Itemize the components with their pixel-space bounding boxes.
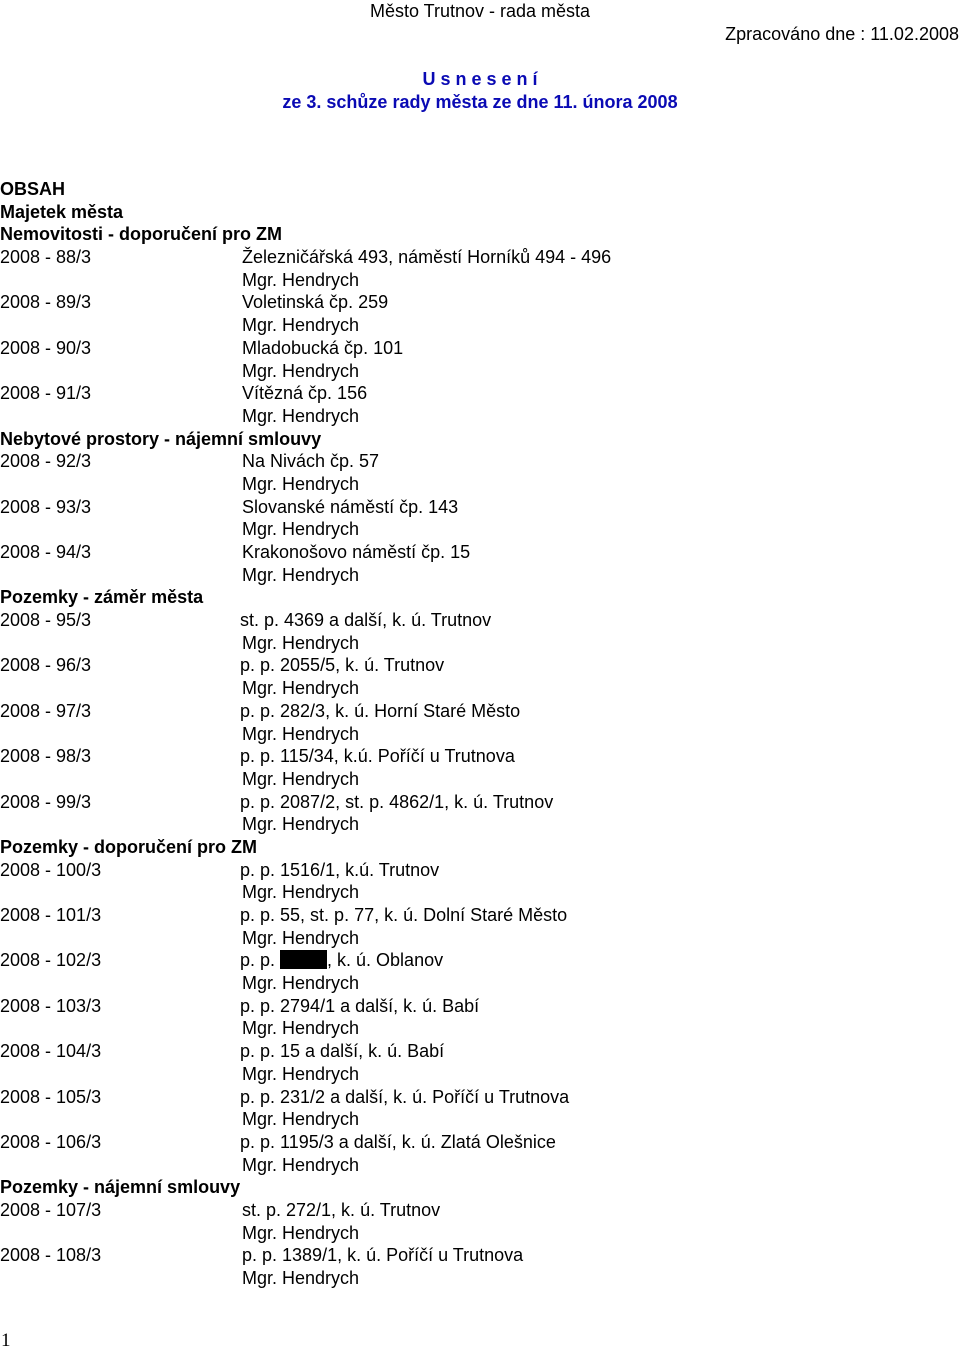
toc-responsible-person bbox=[0, 1267, 960, 1290]
resolution-number: 2008 - 95/3 bbox=[0, 610, 92, 631]
resolution-subject: p. p. 1516/1, k.ú. Trutnov bbox=[240, 859, 440, 880]
responsible-person-name: Mgr. Hendrych bbox=[242, 678, 360, 699]
toc-responsible-person bbox=[0, 473, 960, 496]
toc-item bbox=[0, 1244, 960, 1267]
resolution-number: 2008 - 103/3 bbox=[0, 995, 102, 1016]
toc-responsible-person bbox=[0, 314, 960, 337]
toc-item bbox=[0, 1040, 960, 1063]
resolution-subject bbox=[240, 949, 443, 972]
responsible-person-name: Mgr. Hendrych bbox=[242, 473, 360, 494]
toc-item bbox=[0, 382, 960, 405]
toc-item bbox=[0, 995, 960, 1018]
resolution-number: 2008 - 97/3 bbox=[0, 700, 92, 721]
resolution-number: 2008 - 88/3 bbox=[0, 247, 92, 268]
toc-item bbox=[0, 654, 960, 677]
resolution-subject: p. p. 115/34, k.ú. Poříčí u Trutnova bbox=[240, 746, 515, 767]
toc-responsible-person bbox=[0, 405, 960, 428]
resolution-subject: Voletinská čp. 259 bbox=[242, 292, 389, 313]
resolution-number: 2008 - 100/3 bbox=[0, 859, 102, 880]
resolution-number: 2008 - 89/3 bbox=[0, 292, 92, 313]
toc-section-heading bbox=[0, 586, 960, 609]
toc-section-text: Pozemky - doporučení pro ZM bbox=[0, 836, 258, 857]
toc-section-heading bbox=[0, 836, 960, 859]
toc-responsible-person bbox=[0, 1108, 960, 1131]
toc-responsible-person bbox=[0, 881, 960, 904]
responsible-person-name: Mgr. Hendrych bbox=[242, 1154, 360, 1175]
resolution-number: 2008 - 101/3 bbox=[0, 905, 102, 925]
toc-section-heading bbox=[0, 428, 960, 451]
toc-responsible-person bbox=[0, 972, 960, 995]
responsible-person-name: Mgr. Hendrych bbox=[242, 1063, 360, 1084]
resolution-number: 2008 - 93/3 bbox=[0, 496, 92, 517]
resolution-subject: Slovanské náměstí čp. 143 bbox=[242, 496, 459, 517]
toc-item bbox=[0, 859, 960, 882]
responsible-person-name: Mgr. Hendrych bbox=[242, 1222, 360, 1243]
toc-item bbox=[0, 700, 960, 723]
toc-responsible-person bbox=[0, 632, 960, 655]
resolution-subject: p. p. 282/3, k. ú. Horní Staré Město bbox=[240, 700, 521, 721]
toc-responsible-person bbox=[0, 1063, 960, 1086]
council-name: Město Trutnov - rada města bbox=[369, 1, 591, 21]
toc-responsible-person bbox=[0, 1154, 960, 1177]
page-number: 1 bbox=[1, 1330, 11, 1351]
toc-item bbox=[0, 745, 960, 768]
resolution-subject: Krakonošovo náměstí čp. 15 bbox=[242, 542, 471, 562]
resolution-subject: p. p. 1389/1, k. ú. Poříčí u Trutnova bbox=[242, 1245, 524, 1266]
toc-heading-text: OBSAH bbox=[0, 179, 66, 199]
resolution-number: 2008 - 99/3 bbox=[0, 791, 92, 812]
resolution-subject: Železničářská 493, náměstí Horníků 494 - 496 bbox=[242, 247, 612, 268]
resolution-number: 2008 - 105/3 bbox=[0, 1086, 102, 1107]
resolution-subject: p. p. 1195/3 a další, k. ú. Zlatá Olešnice bbox=[240, 1131, 556, 1152]
resolution-subject: p. p. 2055/5, k. ú. Trutnov bbox=[240, 655, 445, 676]
toc-item bbox=[0, 791, 960, 814]
resolution-subject: st. p. 272/1, k. ú. Trutnov bbox=[242, 1199, 441, 1220]
resolution-subject: p. p. 2087/2, st. p. 4862/1, k. ú. Trutnov bbox=[240, 791, 554, 812]
resolution-subject: Vítězná čp. 156 bbox=[242, 383, 368, 404]
redaction-block bbox=[280, 950, 327, 969]
toc-item bbox=[0, 496, 960, 519]
resolution-number: 2008 - 104/3 bbox=[0, 1041, 102, 1062]
toc-heading bbox=[0, 178, 960, 201]
responsible-person-name: Mgr. Hendrych bbox=[242, 519, 360, 540]
toc-item bbox=[0, 949, 960, 972]
toc-section-text: Pozemky - záměr města bbox=[0, 587, 204, 608]
resolution-number: 2008 - 96/3 bbox=[0, 655, 92, 676]
responsible-person-name: Mgr. Hendrych bbox=[242, 973, 360, 994]
toc-responsible-person bbox=[0, 813, 960, 836]
toc-responsible-person bbox=[0, 564, 960, 587]
responsible-person-name: Mgr. Hendrych bbox=[242, 1018, 360, 1039]
toc-item bbox=[0, 609, 960, 632]
meeting-subtitle: ze 3. schůze rady města ze dne 11. února 2008 bbox=[282, 92, 678, 112]
resolution-subject: Na Nivách čp. 57 bbox=[242, 451, 380, 472]
toc-item bbox=[0, 246, 960, 269]
responsible-person-name: Mgr. Hendrych bbox=[242, 632, 360, 653]
toc-item bbox=[0, 1086, 960, 1109]
subject-suffix: , k. ú. Oblanov bbox=[327, 950, 444, 971]
toc-item bbox=[0, 337, 960, 360]
subject-prefix: p. p. bbox=[240, 950, 281, 971]
responsible-person-name: Mgr. Hendrych bbox=[242, 269, 360, 290]
responsible-person-name: Mgr. Hendrych bbox=[242, 927, 360, 948]
responsible-person-name: Mgr. Hendrych bbox=[242, 564, 360, 585]
toc-item bbox=[0, 904, 960, 927]
responsible-person-name: Mgr. Hendrych bbox=[242, 882, 360, 903]
toc-heading-text: Majetek města bbox=[0, 201, 124, 222]
resolution-subject: p. p. 55, st. p. 77, k. ú. Dolní Staré Město bbox=[240, 905, 568, 925]
resolution-number: 2008 - 106/3 bbox=[0, 1131, 102, 1152]
resolution-subject: p. p. 15 a další, k. ú. Babí bbox=[240, 1041, 445, 1062]
toc-item bbox=[0, 541, 960, 564]
table-of-contents bbox=[0, 178, 960, 1290]
toc-responsible-person bbox=[0, 927, 960, 950]
resolution-subject: st. p. 4369 a další, k. ú. Trutnov bbox=[240, 610, 492, 631]
responsible-person-name: Mgr. Hendrych bbox=[242, 315, 360, 336]
toc-section-heading bbox=[0, 223, 960, 246]
responsible-person-name: Mgr. Hendrych bbox=[242, 405, 360, 426]
toc-responsible-person bbox=[0, 1017, 960, 1040]
resolution-number: 2008 - 94/3 bbox=[0, 542, 92, 562]
toc-responsible-person bbox=[0, 1222, 960, 1245]
toc-responsible-person bbox=[0, 768, 960, 791]
responsible-person-name: Mgr. Hendrych bbox=[242, 814, 360, 835]
resolution-title: U s n e s e n í bbox=[422, 69, 538, 89]
responsible-person-name: Mgr. Hendrych bbox=[242, 1109, 360, 1130]
toc-section-text: Nemovitosti - doporučení pro ZM bbox=[0, 224, 282, 245]
toc-responsible-person bbox=[0, 269, 960, 292]
responsible-person-name: Mgr. Hendrych bbox=[242, 768, 360, 789]
toc-item bbox=[0, 450, 960, 473]
responsible-person-name: Mgr. Hendrych bbox=[242, 360, 360, 381]
toc-item bbox=[0, 1199, 960, 1222]
toc-responsible-person bbox=[0, 677, 960, 700]
resolution-number: 2008 - 107/3 bbox=[0, 1199, 102, 1220]
resolution-number: 2008 - 102/3 bbox=[0, 950, 102, 971]
processed-date: Zpracováno dne : 11.02.2008 bbox=[725, 24, 959, 44]
resolution-subject: p. p. 2794/1 a další, k. ú. Babí bbox=[240, 995, 480, 1016]
resolution-subject: p. p. 231/2 a další, k. ú. Poříčí u Trutnova bbox=[240, 1086, 570, 1107]
resolution-number: 2008 - 91/3 bbox=[0, 383, 92, 404]
toc-item bbox=[0, 1131, 960, 1154]
resolution-number: 2008 - 108/3 bbox=[0, 1245, 102, 1266]
toc-item bbox=[0, 291, 960, 314]
responsible-person-name: Mgr. Hendrych bbox=[242, 1268, 360, 1288]
responsible-person-name: Mgr. Hendrych bbox=[242, 723, 360, 744]
resolution-subject: Mladobucká čp. 101 bbox=[242, 337, 404, 358]
resolution-number: 2008 - 92/3 bbox=[0, 451, 92, 472]
resolution-number: 2008 - 90/3 bbox=[0, 337, 92, 358]
toc-responsible-person bbox=[0, 360, 960, 383]
toc-responsible-person bbox=[0, 723, 960, 746]
resolution-number: 2008 - 98/3 bbox=[0, 746, 92, 767]
toc-section-text: Nebytové prostory - nájemní smlouvy bbox=[0, 428, 322, 449]
toc-section-heading bbox=[0, 1176, 960, 1199]
toc-heading bbox=[0, 201, 960, 224]
toc-responsible-person bbox=[0, 518, 960, 541]
toc-section-text: Pozemky - nájemní smlouvy bbox=[0, 1177, 241, 1198]
